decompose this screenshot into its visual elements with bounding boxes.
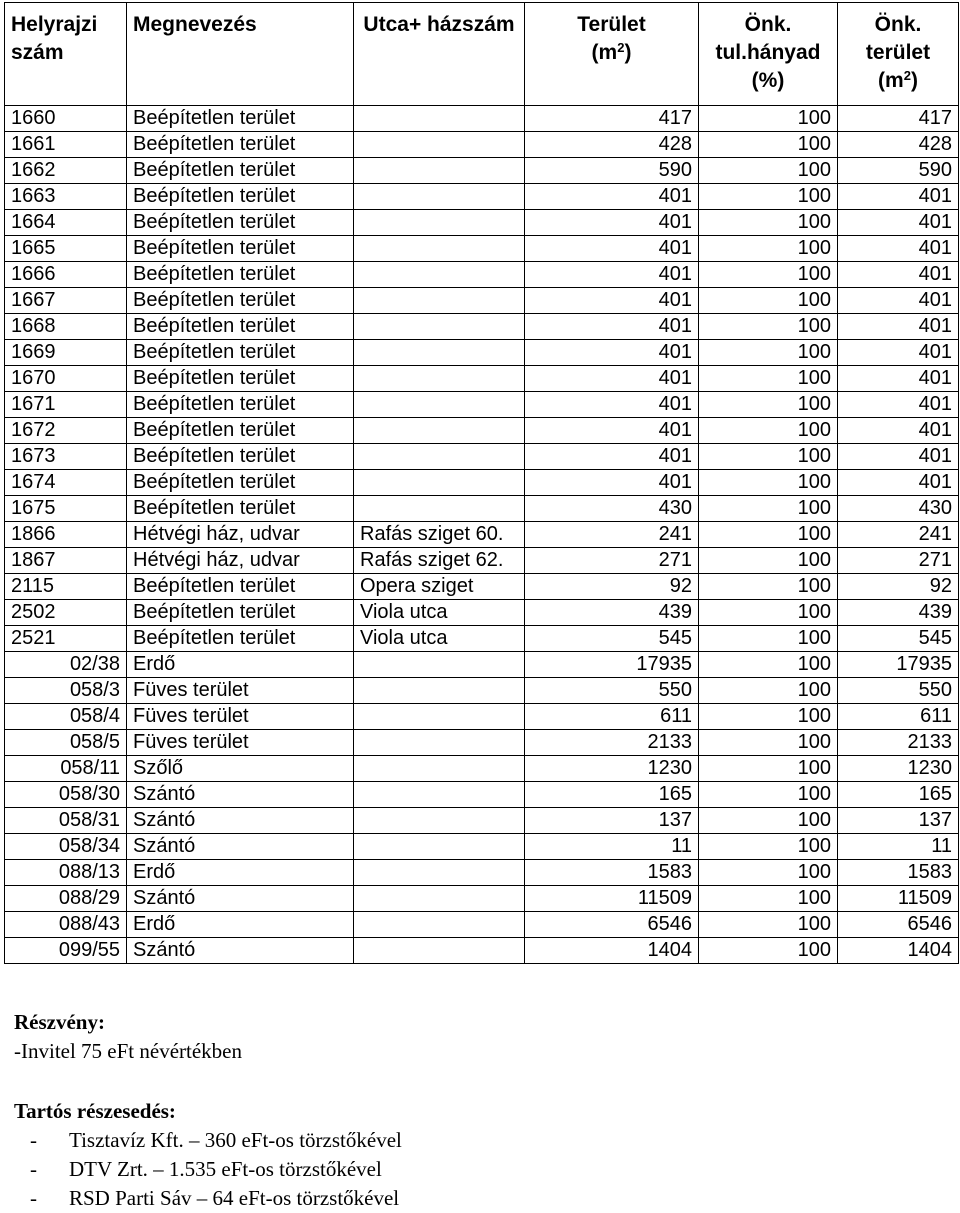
table-row (5, 340, 959, 366)
cell-share: 100 (699, 626, 838, 652)
cell-address (354, 184, 525, 210)
cell-own-area: 241 (838, 522, 959, 548)
cell-address (354, 496, 525, 522)
cell-area: 428 (525, 132, 699, 158)
cell-hrsz: 1671 (5, 392, 127, 418)
shares-item: -Invitel 75 eFt névértékben (14, 1039, 243, 1063)
cell-own-area: 11 (838, 834, 959, 860)
cell-area: 2133 (525, 730, 699, 756)
cell-share: 100 (699, 730, 838, 756)
cell-address (354, 288, 525, 314)
cell-hrsz: 1674 (5, 470, 127, 496)
cell-name: Beépítetlen terület (127, 392, 354, 418)
cell-address (354, 808, 525, 834)
cell-name: Beépítetlen terület (127, 106, 354, 132)
cell-share: 100 (699, 132, 838, 158)
cell-area: 17935 (525, 652, 699, 678)
cell-address (354, 756, 525, 782)
cell-area: 401 (525, 288, 699, 314)
cell-own-area: 11509 (838, 886, 959, 912)
cell-hrsz: 058/5 (5, 730, 127, 756)
cell-area: 439 (525, 600, 699, 626)
cell-hrsz: 1867 (5, 548, 127, 574)
cell-hrsz: 058/3 (5, 678, 127, 704)
cell-own-area: 92 (838, 574, 959, 600)
cell-name: Beépítetlen terület (127, 340, 354, 366)
cell-hrsz: 1668 (5, 314, 127, 340)
cell-hrsz: 02/38 (5, 652, 127, 678)
cell-own-area: 6546 (838, 912, 959, 938)
shares-heading: Részvény: (14, 1010, 105, 1034)
cell-share: 100 (699, 704, 838, 730)
cell-area: 590 (525, 158, 699, 184)
cell-address (354, 158, 525, 184)
cell-own-area: 401 (838, 210, 959, 236)
cell-share: 100 (699, 522, 838, 548)
cell-own-area: 428 (838, 132, 959, 158)
cell-own-area: 430 (838, 496, 959, 522)
cell-own-area: 401 (838, 236, 959, 262)
cell-area: 401 (525, 444, 699, 470)
table-row (5, 158, 959, 184)
table-row (5, 574, 959, 600)
cell-share: 100 (699, 808, 838, 834)
cell-own-area: 1404 (838, 938, 959, 964)
cell-area: 6546 (525, 912, 699, 938)
cell-address: Rafás sziget 60. (354, 522, 525, 548)
cell-hrsz: 1866 (5, 522, 127, 548)
table-row (5, 938, 959, 964)
cell-area: 417 (525, 106, 699, 132)
table-row (5, 288, 959, 314)
table-row (5, 132, 959, 158)
cell-own-area: 401 (838, 444, 959, 470)
cell-hrsz: 1662 (5, 158, 127, 184)
cell-share: 100 (699, 496, 838, 522)
cell-name: Beépítetlen terület (127, 600, 354, 626)
cell-hrsz: 1669 (5, 340, 127, 366)
table-row (5, 912, 959, 938)
cell-name: Hétvégi ház, udvar (127, 548, 354, 574)
cell-hrsz: 1672 (5, 418, 127, 444)
table-row (5, 808, 959, 834)
cell-own-area: 1230 (838, 756, 959, 782)
cell-share: 100 (699, 106, 838, 132)
cell-hrsz: 2502 (5, 600, 127, 626)
table-row (5, 834, 959, 860)
cell-hrsz: 1660 (5, 106, 127, 132)
cell-address (354, 262, 525, 288)
cell-area: 401 (525, 314, 699, 340)
cell-name: Szántó (127, 834, 354, 860)
cell-address: Viola utca (354, 600, 525, 626)
cell-address: Viola utca (354, 626, 525, 652)
cell-share: 100 (699, 860, 838, 886)
table-header (5, 3, 959, 106)
cell-share: 100 (699, 210, 838, 236)
cell-share: 100 (699, 288, 838, 314)
cell-name: Szőlő (127, 756, 354, 782)
cell-hrsz: 058/11 (5, 756, 127, 782)
cell-address (354, 366, 525, 392)
cell-own-area: 401 (838, 314, 959, 340)
holding-item: - DTV Zrt. – 1.535 eFt-os törzstőkével (30, 1157, 382, 1181)
table-row (5, 756, 959, 782)
cell-area: 1230 (525, 756, 699, 782)
cell-share: 100 (699, 834, 838, 860)
cell-own-area: 401 (838, 340, 959, 366)
cell-name: Erdő (127, 860, 354, 886)
cell-area: 401 (525, 236, 699, 262)
cell-address (354, 834, 525, 860)
cell-address (354, 444, 525, 470)
cell-area: 241 (525, 522, 699, 548)
header-own-area: Önk. terület $(m^2)$ (838, 3, 959, 106)
table-row (5, 366, 959, 392)
cell-hrsz: 2115 (5, 574, 127, 600)
cell-share: 100 (699, 262, 838, 288)
cell-area: 401 (525, 418, 699, 444)
table-row (5, 522, 959, 548)
cell-own-area: 417 (838, 106, 959, 132)
cell-address (354, 106, 525, 132)
cell-hrsz: 088/13 (5, 860, 127, 886)
table-row (5, 392, 959, 418)
cell-area: 401 (525, 210, 699, 236)
header-address: Utca+ házszám (354, 3, 525, 106)
holding-item: - Tisztavíz Kft. – 360 eFt-os törzstőkével (30, 1128, 402, 1152)
cell-hrsz: 088/29 (5, 886, 127, 912)
cell-name: Füves terület (127, 704, 354, 730)
cell-own-area: 439 (838, 600, 959, 626)
cell-own-area: 165 (838, 782, 959, 808)
cell-share: 100 (699, 314, 838, 340)
cell-hrsz: 1665 (5, 236, 127, 262)
cell-area: 430 (525, 496, 699, 522)
table-row (5, 496, 959, 522)
holding-item: - RSD Parti Sáv – 64 eFt-os törzstőkével (30, 1186, 400, 1210)
cell-area: 401 (525, 340, 699, 366)
cell-hrsz: 1664 (5, 210, 127, 236)
cell-hrsz: 1661 (5, 132, 127, 158)
cell-hrsz: 1673 (5, 444, 127, 470)
cell-share: 100 (699, 158, 838, 184)
header-area: Terület $(m^2)$ (525, 3, 699, 106)
cell-address (354, 730, 525, 756)
cell-own-area: 1583 (838, 860, 959, 886)
cell-area: 11 (525, 834, 699, 860)
cell-address (354, 912, 525, 938)
cell-name: Hétvégi ház, udvar (127, 522, 354, 548)
cell-own-area: 550 (838, 678, 959, 704)
cell-share: 100 (699, 678, 838, 704)
cell-own-area: 401 (838, 470, 959, 496)
cell-address (354, 210, 525, 236)
cell-name: Beépítetlen terület (127, 262, 354, 288)
cell-area: 1583 (525, 860, 699, 886)
cell-hrsz: 1675 (5, 496, 127, 522)
cell-share: 100 (699, 886, 838, 912)
table-row (5, 886, 959, 912)
cell-share: 100 (699, 600, 838, 626)
cell-name: Szántó (127, 782, 354, 808)
cell-area: 401 (525, 470, 699, 496)
cell-name: Beépítetlen terület (127, 418, 354, 444)
cell-area: 550 (525, 678, 699, 704)
cell-own-area: 137 (838, 808, 959, 834)
cell-share: 100 (699, 392, 838, 418)
cell-hrsz: 058/4 (5, 704, 127, 730)
cell-share: 100 (699, 366, 838, 392)
cell-name: Beépítetlen terület (127, 184, 354, 210)
cell-own-area: 17935 (838, 652, 959, 678)
cell-share: 100 (699, 782, 838, 808)
cell-name: Beépítetlen terület (127, 288, 354, 314)
holdings-section (14, 1097, 958, 1213)
property-table (4, 2, 959, 964)
cell-share: 100 (699, 938, 838, 964)
cell-address (354, 236, 525, 262)
cell-address: Opera sziget (354, 574, 525, 600)
cell-own-area: 2133 (838, 730, 959, 756)
cell-name: Szántó (127, 808, 354, 834)
cell-address (354, 418, 525, 444)
cell-own-area: 401 (838, 184, 959, 210)
table-row (5, 860, 959, 886)
cell-address (354, 860, 525, 886)
cell-name: Erdő (127, 652, 354, 678)
cell-address (354, 314, 525, 340)
table-row (5, 678, 959, 704)
cell-address (354, 652, 525, 678)
table-row (5, 548, 959, 574)
cell-address (354, 678, 525, 704)
cell-area: 401 (525, 184, 699, 210)
cell-name: Füves terület (127, 678, 354, 704)
cell-own-area: 401 (838, 418, 959, 444)
cell-name: Beépítetlen terület (127, 314, 354, 340)
header-share: Önk. tul.hányad (%) (699, 3, 838, 106)
holdings-heading: Tartós részesedés: (14, 1099, 176, 1123)
cell-area: 165 (525, 782, 699, 808)
table-row (5, 730, 959, 756)
cell-address (354, 782, 525, 808)
table-row (5, 262, 959, 288)
cell-address (354, 470, 525, 496)
cell-hrsz: 2521 (5, 626, 127, 652)
header-hrsz: Helyrajzi szám (5, 3, 127, 106)
cell-name: Beépítetlen terület (127, 626, 354, 652)
table-row (5, 210, 959, 236)
table-row (5, 106, 959, 132)
cell-share: 100 (699, 340, 838, 366)
header-name: Megnevezés (127, 3, 354, 106)
cell-area: 271 (525, 548, 699, 574)
cell-share: 100 (699, 548, 838, 574)
cell-address: Rafás sziget 62. (354, 548, 525, 574)
cell-area: 1404 (525, 938, 699, 964)
table-row (5, 652, 959, 678)
cell-address (354, 132, 525, 158)
cell-share: 100 (699, 184, 838, 210)
cell-share: 100 (699, 444, 838, 470)
cell-share: 100 (699, 574, 838, 600)
cell-hrsz: 1667 (5, 288, 127, 314)
cell-area: 401 (525, 366, 699, 392)
cell-share: 100 (699, 418, 838, 444)
shares-section (14, 1008, 958, 1066)
table-row (5, 704, 959, 730)
cell-name: Beépítetlen terület (127, 470, 354, 496)
cell-area: 611 (525, 704, 699, 730)
cell-name: Füves terület (127, 730, 354, 756)
table-row (5, 418, 959, 444)
cell-address (354, 886, 525, 912)
cell-hrsz: 1663 (5, 184, 127, 210)
cell-hrsz: 058/34 (5, 834, 127, 860)
cell-share: 100 (699, 652, 838, 678)
cell-name: Beépítetlen terület (127, 158, 354, 184)
cell-share: 100 (699, 236, 838, 262)
cell-name: Beépítetlen terület (127, 132, 354, 158)
cell-address (354, 704, 525, 730)
cell-name: Beépítetlen terület (127, 236, 354, 262)
cell-name: Szántó (127, 886, 354, 912)
cell-hrsz: 088/43 (5, 912, 127, 938)
cell-share: 100 (699, 470, 838, 496)
table-row (5, 236, 959, 262)
cell-area: 401 (525, 262, 699, 288)
cell-name: Beépítetlen terület (127, 574, 354, 600)
cell-hrsz: 1670 (5, 366, 127, 392)
table-row (5, 600, 959, 626)
cell-hrsz: 1666 (5, 262, 127, 288)
cell-area: 401 (525, 392, 699, 418)
cell-own-area: 271 (838, 548, 959, 574)
cell-address (354, 392, 525, 418)
table-row (5, 314, 959, 340)
cell-hrsz: 058/31 (5, 808, 127, 834)
cell-own-area: 611 (838, 704, 959, 730)
cell-own-area: 590 (838, 158, 959, 184)
table-row (5, 444, 959, 470)
cell-hrsz: 099/55 (5, 938, 127, 964)
cell-area: 11509 (525, 886, 699, 912)
table-row (5, 782, 959, 808)
cell-own-area: 401 (838, 288, 959, 314)
table-row (5, 470, 959, 496)
cell-address (354, 938, 525, 964)
cell-name: Beépítetlen terület (127, 366, 354, 392)
cell-name: Beépítetlen terület (127, 210, 354, 236)
cell-share: 100 (699, 756, 838, 782)
cell-address (354, 340, 525, 366)
cell-name: Beépítetlen terület (127, 496, 354, 522)
cell-area: 545 (525, 626, 699, 652)
cell-hrsz: 058/30 (5, 782, 127, 808)
cell-own-area: 545 (838, 626, 959, 652)
cell-area: 137 (525, 808, 699, 834)
document-page (4, 2, 958, 1213)
cell-own-area: 401 (838, 262, 959, 288)
cell-own-area: 401 (838, 392, 959, 418)
cell-share: 100 (699, 912, 838, 938)
cell-name: Erdő (127, 912, 354, 938)
table-row (5, 184, 959, 210)
cell-own-area: 401 (838, 366, 959, 392)
cell-area: 92 (525, 574, 699, 600)
table-body (5, 106, 959, 964)
cell-name: Beépítetlen terület (127, 444, 354, 470)
table-row (5, 626, 959, 652)
cell-name: Szántó (127, 938, 354, 964)
